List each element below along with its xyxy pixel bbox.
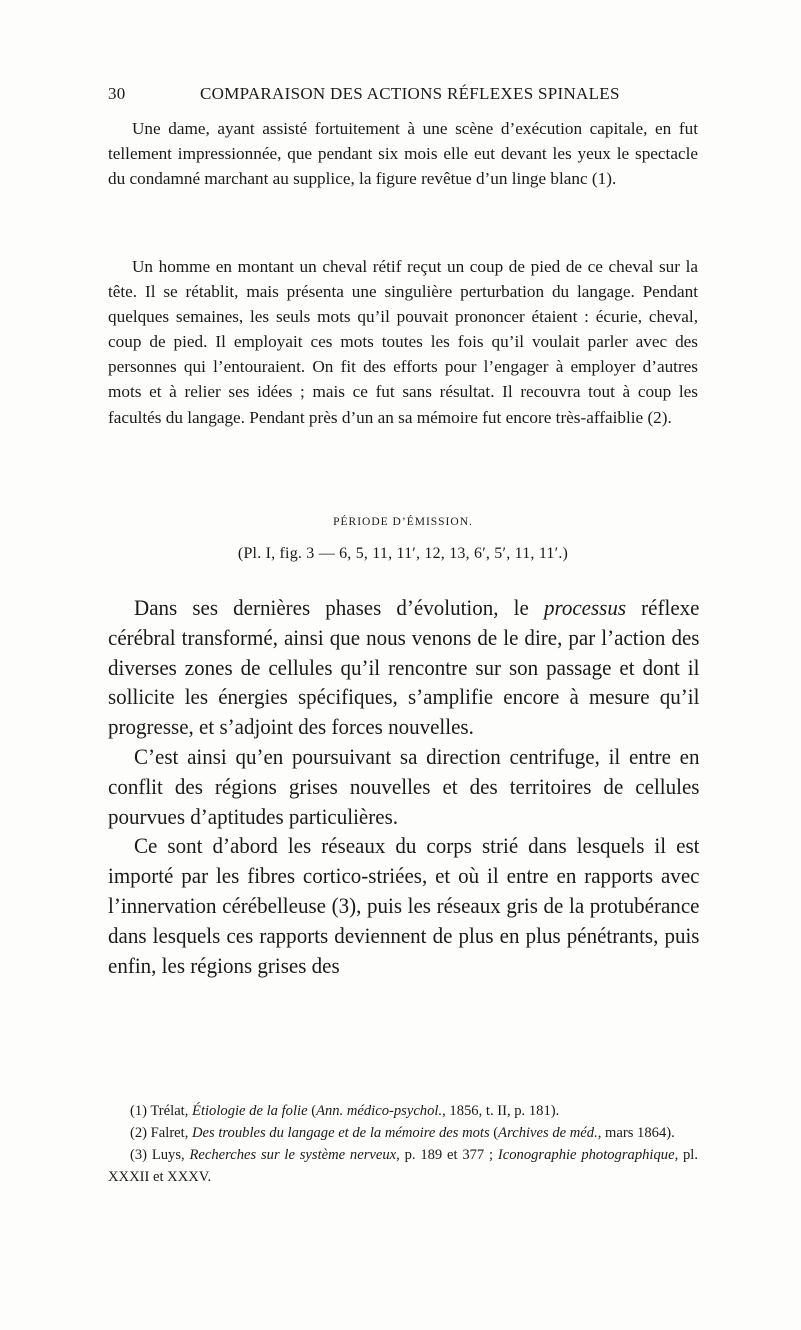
page-header xyxy=(108,84,708,108)
paragraph-text: Une dame, ayant assisté fortuitement à une scène d’exécution capitale, en fut tellement impressionnée, que pendant six mois elle eut devant les yeux le spectacle du condamné marchant au supplice, la figure revêtue d’un linge blanc (1). xyxy=(108,119,698,189)
italic-term: processus xyxy=(543,595,627,620)
text-run: Dans ses dernières phases d’évolution, le xyxy=(134,595,544,620)
paragraph-text: Un homme en montant un cheval rétif reçut un coup de pied de ce cheval sur la tête. Il se rétablit, mais présenta une singulière perturbation du langage. Pendant quelques semaines, les seuls mots qu’il pouvait prononcer étaient : écurie, cheval, coup de pied. Il employait ces mots toutes les fois qu’il voulait parler avec des personnes qui l’entouraient. On fit des efforts pour l’engager à employer d’autres mots et à relier ses idées ; mais ce fut sans résultat. Il recouvra tout à coup les facultés du langage. Pendant près d’un an sa mémoire fut encore très-affaiblie (2). xyxy=(108,257,698,427)
paragraph-processus xyxy=(108,593,699,742)
main-text xyxy=(108,593,699,980)
paragraph-centrifuge: C’est ainsi qu’en poursuivant sa direction centrifuge, il entre en conflit des régions grises nouvelles et des territoires de cellules pourvues d’aptitudes particulières. xyxy=(108,743,700,829)
footnote-1 xyxy=(108,1100,698,1122)
footnote-journal: Ann. médico-psychol. xyxy=(316,1103,443,1119)
footnote-text: ( xyxy=(489,1125,499,1141)
plate-reference: (Pl. I, fig. 3 — 6, 5, 11, 11′, 12, 13, 6′, 5′, 11, 11′.) xyxy=(237,545,569,562)
footnote-text: (1) Trélat, xyxy=(130,1103,193,1119)
footnote-title: Étiologie de la folie xyxy=(192,1103,308,1119)
page-number: 30 xyxy=(108,84,126,103)
running-title: COMPARAISON DES ACTIONS RÉFLEXES SPINALES xyxy=(200,84,620,103)
footnotes xyxy=(108,1100,698,1188)
section-heading: PÉRIODE D’ÉMISSION. xyxy=(333,516,473,528)
text-run: réflexe cérébral transformé, ainsi que nous venons de le dire, par l’action des diverses zones de cellules qu’il rencontre sur son passage et dont il sollicite les énergies spécifiques, s’amplifie encore à mesure qu’il progresse, et s’adjoint des forces nouvelles. xyxy=(108,595,700,740)
paragraph-corps-strie: Ce sont d’abord les réseaux du corps strié dans lesquels il est importé par les fibres cortico-striées, et où il entre en rapports avec l’innervation cérébelleuse (3), puis les réseaux gris de la protubérance dans lesquels ces rapports deviennent de plus en plus pénétrants, puis enfin, les régions grises des xyxy=(108,833,700,978)
paragraph-anecdote-lady xyxy=(108,116,698,191)
footnote-journal: Archives de méd. xyxy=(498,1125,598,1141)
footnote-text: (3) Luys, xyxy=(130,1147,190,1163)
footnote-text: , mars 1864). xyxy=(597,1125,675,1141)
footnote-journal: Iconographie photographique xyxy=(497,1147,675,1163)
footnote-text: ( xyxy=(307,1103,317,1119)
footnote-text: , pl. XXXII et XXXV. xyxy=(108,1147,699,1185)
footnote-title: Des troubles du langage et de la mémoire des mots xyxy=(192,1125,490,1141)
footnote-text: , p. 189 et 377 ; xyxy=(396,1147,498,1163)
footnote-text: (2) Falret, xyxy=(130,1125,193,1141)
footnote-3 xyxy=(108,1144,698,1188)
paragraph-anecdote-horse xyxy=(108,254,698,430)
footnote-text: , 1856, t. II, p. 181). xyxy=(442,1103,560,1119)
footnote-title: Recherches sur le système nerveux xyxy=(189,1147,397,1163)
footnote-2 xyxy=(108,1122,698,1144)
